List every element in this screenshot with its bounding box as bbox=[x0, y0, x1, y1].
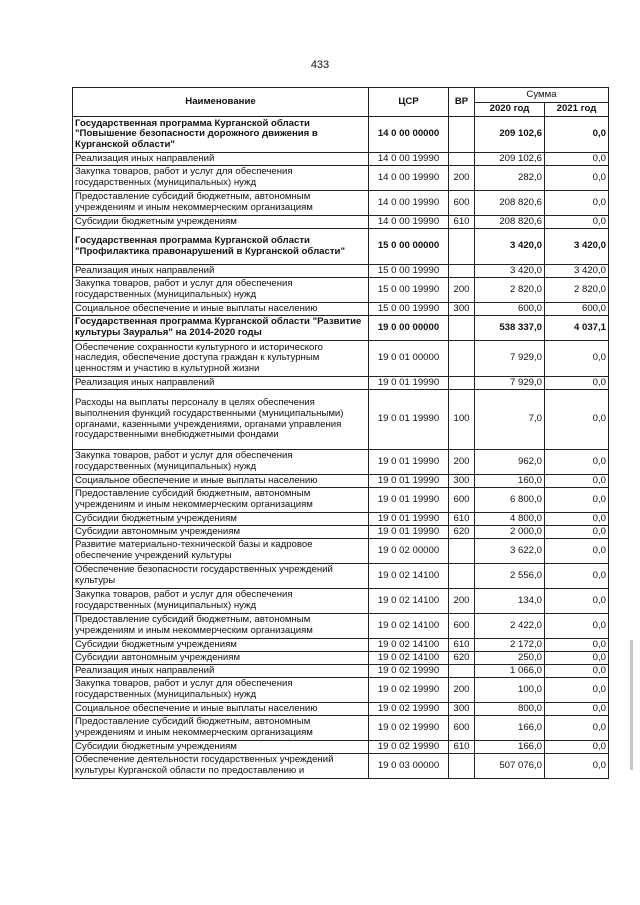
cell-2021: 0,0 bbox=[545, 639, 609, 652]
cell-2020: 600,0 bbox=[475, 303, 545, 316]
header-sum: Сумма bbox=[475, 88, 609, 103]
cell-name: Реализация иных направлений bbox=[73, 265, 369, 278]
cell-name: Закупка товаров, работ и услуг для обеспечения государственных (муниципальных) нужд bbox=[73, 166, 369, 191]
cell-vr: 600 bbox=[449, 488, 475, 513]
cell-vr: 600 bbox=[449, 191, 475, 216]
cell-2020: 208 820,6 bbox=[475, 191, 545, 216]
cell-csr: 19 0 02 14100 bbox=[369, 614, 449, 639]
cell-2020: 3 420,0 bbox=[475, 265, 545, 278]
table-row bbox=[73, 303, 609, 316]
cell-vr bbox=[449, 341, 475, 377]
cell-name: Реализация иных направлений bbox=[73, 153, 369, 166]
cell-2020: 250,0 bbox=[475, 652, 545, 665]
cell-vr: 610 bbox=[449, 741, 475, 754]
cell-name: Предоставление субсидий бюджетным, автономным учреждениям и иным некоммерческим организациям bbox=[73, 191, 369, 216]
cell-2021: 600,0 bbox=[545, 303, 609, 316]
cell-2021: 0,0 bbox=[545, 678, 609, 703]
scan-edge-mark bbox=[630, 640, 633, 770]
cell-name: Государственная программа Курганской области "Повышение безопасности дорожного движения в Курганской области" bbox=[73, 117, 369, 153]
cell-2020: 2 422,0 bbox=[475, 614, 545, 639]
cell-2020: 1 066,0 bbox=[475, 665, 545, 678]
cell-2020: 7 929,0 bbox=[475, 341, 545, 377]
table-row bbox=[73, 216, 609, 229]
cell-name: Социальное обеспечение и иные выплаты населению bbox=[73, 303, 369, 316]
cell-name: Субсидии автономным учреждениям bbox=[73, 652, 369, 665]
cell-vr: 200 bbox=[449, 450, 475, 475]
cell-2020: 3 622,0 bbox=[475, 539, 545, 564]
cell-name: Закупка товаров, работ и услуг для обеспечения государственных (муниципальных) нужд bbox=[73, 278, 369, 303]
cell-name: Закупка товаров, работ и услуг для обеспечения государственных (муниципальных) нужд bbox=[73, 589, 369, 614]
cell-csr: 19 0 02 19990 bbox=[369, 716, 449, 741]
cell-vr: 620 bbox=[449, 526, 475, 539]
cell-vr bbox=[449, 564, 475, 589]
cell-vr: 610 bbox=[449, 639, 475, 652]
cell-csr: 14 0 00 00000 bbox=[369, 117, 449, 153]
cell-2021: 0,0 bbox=[545, 539, 609, 564]
program-row bbox=[73, 229, 609, 265]
cell-csr: 19 0 00 00000 bbox=[369, 316, 449, 341]
cell-2020: 538 337,0 bbox=[475, 316, 545, 341]
cell-name: Социальное обеспечение и иные выплаты населению bbox=[73, 703, 369, 716]
table-row bbox=[73, 513, 609, 526]
cell-csr: 19 0 02 14100 bbox=[369, 639, 449, 652]
table-row bbox=[73, 589, 609, 614]
cell-name: Социальное обеспечение и иные выплаты населению bbox=[73, 475, 369, 488]
budget-table bbox=[72, 87, 609, 779]
cell-2021: 2 820,0 bbox=[545, 278, 609, 303]
cell-csr: 14 0 00 19990 bbox=[369, 216, 449, 229]
cell-vr: 200 bbox=[449, 589, 475, 614]
table-row bbox=[73, 526, 609, 539]
table-row bbox=[73, 390, 609, 450]
cell-vr bbox=[449, 265, 475, 278]
table-row bbox=[73, 450, 609, 475]
program-row bbox=[73, 117, 609, 153]
cell-2021: 0,0 bbox=[545, 754, 609, 779]
cell-2021: 0,0 bbox=[545, 166, 609, 191]
table-row bbox=[73, 716, 609, 741]
cell-vr: 300 bbox=[449, 703, 475, 716]
cell-2021: 0,0 bbox=[545, 117, 609, 153]
cell-name: Предоставление субсидий бюджетным, автономным учреждениям и иным некоммерческим организациям bbox=[73, 614, 369, 639]
table-row bbox=[73, 153, 609, 166]
cell-csr: 15 0 00 19990 bbox=[369, 303, 449, 316]
cell-csr: 19 0 01 19990 bbox=[369, 488, 449, 513]
table-body bbox=[73, 117, 609, 779]
cell-vr: 300 bbox=[449, 475, 475, 488]
table-row bbox=[73, 564, 609, 589]
cell-2020: 7,0 bbox=[475, 390, 545, 450]
cell-2020: 2 556,0 bbox=[475, 564, 545, 589]
cell-csr: 19 0 02 19990 bbox=[369, 741, 449, 754]
cell-name: Субсидии бюджетным учреждениям bbox=[73, 639, 369, 652]
cell-vr: 200 bbox=[449, 678, 475, 703]
cell-2020: 800,0 bbox=[475, 703, 545, 716]
cell-2020: 100,0 bbox=[475, 678, 545, 703]
header-csr: ЦСР bbox=[369, 88, 449, 117]
table-row bbox=[73, 703, 609, 716]
table-row bbox=[73, 665, 609, 678]
cell-csr: 19 0 01 19990 bbox=[369, 390, 449, 450]
cell-vr: 600 bbox=[449, 716, 475, 741]
cell-csr: 19 0 02 19990 bbox=[369, 703, 449, 716]
cell-csr: 19 0 01 19990 bbox=[369, 526, 449, 539]
cell-2020: 4 800,0 bbox=[475, 513, 545, 526]
cell-csr: 15 0 00 00000 bbox=[369, 229, 449, 265]
cell-csr: 15 0 00 19990 bbox=[369, 265, 449, 278]
cell-2020: 3 420,0 bbox=[475, 229, 545, 265]
cell-csr: 15 0 00 19990 bbox=[369, 278, 449, 303]
cell-2021: 0,0 bbox=[545, 153, 609, 166]
cell-name: Обеспечение сохранности культурного и исторического наследия, обеспечение доступа граждан к культурным ценностям и участию в культурной жизни bbox=[73, 341, 369, 377]
table-row bbox=[73, 678, 609, 703]
header-year-2020: 2020 год bbox=[475, 103, 545, 117]
table-row bbox=[73, 278, 609, 303]
cell-name: Предоставление субсидий бюджетным, автономным учреждениям и иным некоммерческим организациям bbox=[73, 488, 369, 513]
header-name: Наименование bbox=[73, 88, 369, 117]
cell-csr: 19 0 02 19990 bbox=[369, 678, 449, 703]
cell-name: Субсидии автономным учреждениям bbox=[73, 526, 369, 539]
cell-2020: 166,0 bbox=[475, 741, 545, 754]
header-year-2021: 2021 год bbox=[545, 103, 609, 117]
cell-vr: 200 bbox=[449, 166, 475, 191]
cell-name: Субсидии бюджетным учреждениям bbox=[73, 513, 369, 526]
table-row bbox=[73, 488, 609, 513]
cell-name: Обеспечение безопасности государственных учреждений культуры bbox=[73, 564, 369, 589]
cell-2021: 0,0 bbox=[545, 475, 609, 488]
cell-csr: 14 0 00 19990 bbox=[369, 166, 449, 191]
cell-name: Государственная программа Курганской области "Развитие культуры Зауралья" на 2014-2020 годы bbox=[73, 316, 369, 341]
cell-csr: 19 0 01 19990 bbox=[369, 450, 449, 475]
table-header bbox=[73, 88, 609, 117]
program-row bbox=[73, 316, 609, 341]
table-row bbox=[73, 475, 609, 488]
cell-vr: 620 bbox=[449, 652, 475, 665]
cell-2021: 3 420,0 bbox=[545, 229, 609, 265]
cell-2020: 507 076,0 bbox=[475, 754, 545, 779]
cell-name: Закупка товаров, работ и услуг для обеспечения государственных (муниципальных) нужд bbox=[73, 450, 369, 475]
cell-name: Государственная программа Курганской области "Профилактика правонарушений в Курганской области" bbox=[73, 229, 369, 265]
cell-name: Реализация иных направлений bbox=[73, 665, 369, 678]
cell-vr: 200 bbox=[449, 278, 475, 303]
cell-2021: 0,0 bbox=[545, 703, 609, 716]
table-row bbox=[73, 166, 609, 191]
table-row bbox=[73, 265, 609, 278]
header-vr: ВР bbox=[449, 88, 475, 117]
cell-csr: 14 0 00 19990 bbox=[369, 153, 449, 166]
cell-2021: 0,0 bbox=[545, 341, 609, 377]
table-row bbox=[73, 639, 609, 652]
cell-2020: 209 102,6 bbox=[475, 117, 545, 153]
cell-vr: 300 bbox=[449, 303, 475, 316]
table-row bbox=[73, 377, 609, 390]
cell-2021: 0,0 bbox=[545, 488, 609, 513]
cell-2021: 0,0 bbox=[545, 450, 609, 475]
cell-vr bbox=[449, 665, 475, 678]
cell-2020: 282,0 bbox=[475, 166, 545, 191]
cell-2021: 0,0 bbox=[545, 216, 609, 229]
cell-2021: 0,0 bbox=[545, 526, 609, 539]
cell-name: Расходы на выплаты персоналу в целях обеспечения выполнения функций государственными (муниципальными) органами, казенными учреждениями, органами управления государственными внебюджетными фондами bbox=[73, 390, 369, 450]
table-row bbox=[73, 614, 609, 639]
cell-vr bbox=[449, 316, 475, 341]
table-row bbox=[73, 741, 609, 754]
page-number: 433 bbox=[310, 59, 330, 71]
cell-vr: 610 bbox=[449, 216, 475, 229]
cell-name: Обеспечение деятельности государственных учреждений культуры Курганской области по предоставлению и bbox=[73, 754, 369, 779]
cell-2021: 0,0 bbox=[545, 741, 609, 754]
cell-vr: 610 bbox=[449, 513, 475, 526]
cell-csr: 19 0 02 19990 bbox=[369, 665, 449, 678]
cell-2020: 134,0 bbox=[475, 589, 545, 614]
cell-2021: 4 037,1 bbox=[545, 316, 609, 341]
cell-csr: 19 0 01 00000 bbox=[369, 341, 449, 377]
cell-csr: 19 0 02 14100 bbox=[369, 589, 449, 614]
cell-2020: 166,0 bbox=[475, 716, 545, 741]
cell-2021: 0,0 bbox=[545, 377, 609, 390]
cell-csr: 19 0 01 19990 bbox=[369, 475, 449, 488]
cell-2021: 3 420,0 bbox=[545, 265, 609, 278]
cell-vr: 600 bbox=[449, 614, 475, 639]
cell-2021: 0,0 bbox=[545, 614, 609, 639]
cell-csr: 14 0 00 19990 bbox=[369, 191, 449, 216]
cell-csr: 19 0 01 19990 bbox=[369, 377, 449, 390]
cell-vr bbox=[449, 539, 475, 564]
cell-csr: 19 0 02 00000 bbox=[369, 539, 449, 564]
cell-2020: 2 000,0 bbox=[475, 526, 545, 539]
table-row bbox=[73, 341, 609, 377]
cell-name: Субсидии бюджетным учреждениям bbox=[73, 741, 369, 754]
cell-2020: 209 102,6 bbox=[475, 153, 545, 166]
cell-name: Субсидии бюджетным учреждениям bbox=[73, 216, 369, 229]
cell-vr bbox=[449, 229, 475, 265]
cell-vr bbox=[449, 153, 475, 166]
cell-name: Реализация иных направлений bbox=[73, 377, 369, 390]
table-row bbox=[73, 754, 609, 779]
cell-csr: 19 0 02 14100 bbox=[369, 564, 449, 589]
cell-2020: 6 800,0 bbox=[475, 488, 545, 513]
cell-2021: 0,0 bbox=[545, 513, 609, 526]
table-row bbox=[73, 191, 609, 216]
cell-2021: 0,0 bbox=[545, 652, 609, 665]
cell-csr: 19 0 01 19990 bbox=[369, 513, 449, 526]
cell-name: Развитие материально-технической базы и кадровое обеспечение учреждений культуры bbox=[73, 539, 369, 564]
cell-vr bbox=[449, 377, 475, 390]
cell-2021: 0,0 bbox=[545, 665, 609, 678]
cell-csr: 19 0 03 00000 bbox=[369, 754, 449, 779]
cell-2021: 0,0 bbox=[545, 390, 609, 450]
cell-2020: 208 820,6 bbox=[475, 216, 545, 229]
table-row bbox=[73, 539, 609, 564]
cell-2020: 7 929,0 bbox=[475, 377, 545, 390]
cell-name: Предоставление субсидий бюджетным, автономным учреждениям и иным некоммерческим организациям bbox=[73, 716, 369, 741]
cell-2020: 160,0 bbox=[475, 475, 545, 488]
cell-2021: 0,0 bbox=[545, 564, 609, 589]
cell-vr bbox=[449, 117, 475, 153]
cell-vr: 100 bbox=[449, 390, 475, 450]
cell-2020: 2 820,0 bbox=[475, 278, 545, 303]
cell-2021: 0,0 bbox=[545, 716, 609, 741]
cell-2021: 0,0 bbox=[545, 589, 609, 614]
table-row bbox=[73, 652, 609, 665]
cell-vr bbox=[449, 754, 475, 779]
cell-2020: 2 172,0 bbox=[475, 639, 545, 652]
cell-csr: 19 0 02 14100 bbox=[369, 652, 449, 665]
cell-name: Закупка товаров, работ и услуг для обеспечения государственных (муниципальных) нужд bbox=[73, 678, 369, 703]
cell-2021: 0,0 bbox=[545, 191, 609, 216]
cell-2020: 962,0 bbox=[475, 450, 545, 475]
